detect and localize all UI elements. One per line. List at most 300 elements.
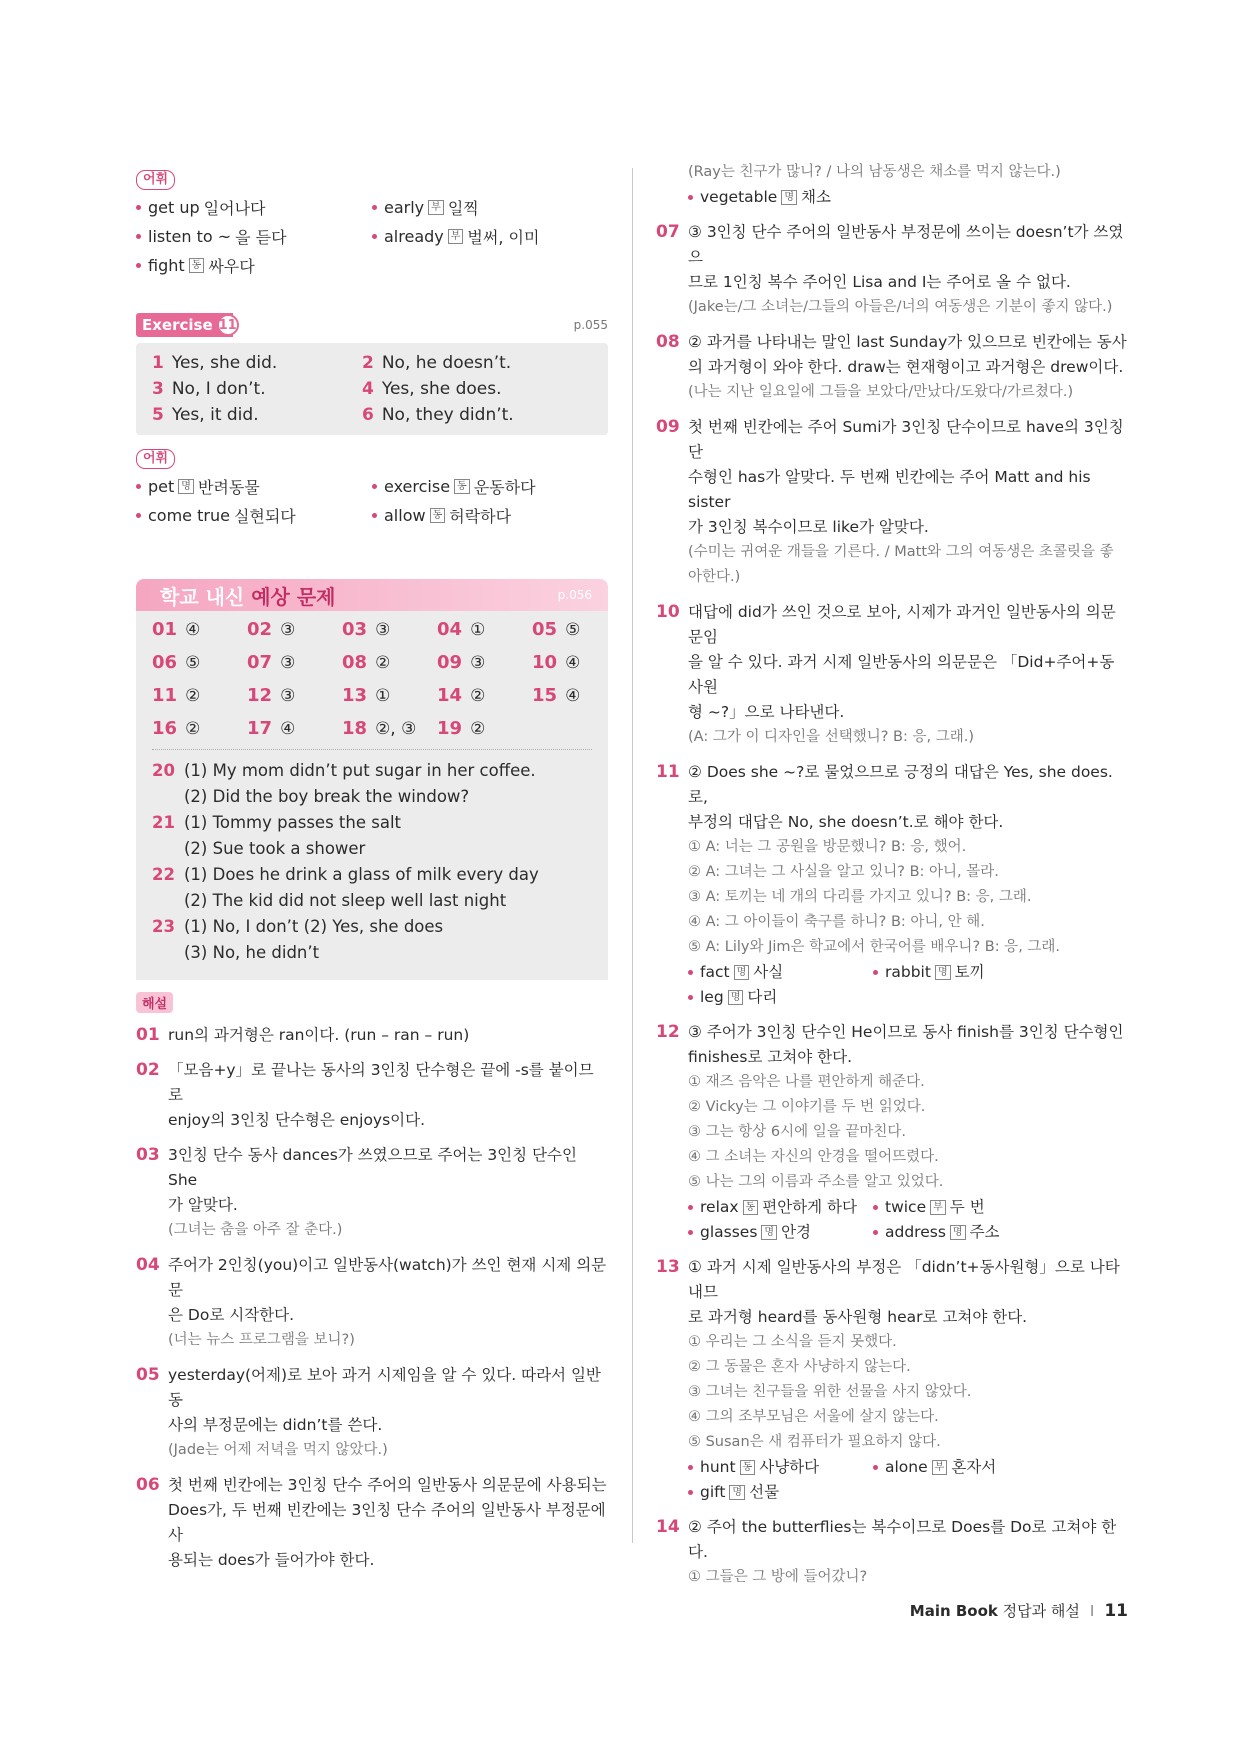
- solution-body: [688, 220, 1128, 320]
- vocab-word: leg: [700, 988, 724, 1006]
- translation: ② A: 그녀는 그 사실을 알고 있니? B: 아니, 몰라.: [688, 864, 999, 880]
- answer-item: [437, 685, 532, 706]
- answer-text: No, he doesn’t.: [381, 353, 512, 373]
- answer-number: 15: [532, 685, 558, 706]
- vocab-meaning: 혼자서: [951, 1458, 997, 1476]
- vocab-meaning: 일찍: [447, 199, 479, 218]
- vocab-item: [688, 1220, 873, 1245]
- solution-body: [168, 1058, 608, 1133]
- bullet: [873, 1205, 878, 1210]
- page-number: 11: [1104, 1600, 1128, 1621]
- solution-body: [688, 1515, 1128, 1590]
- answer-number: 08: [342, 652, 368, 673]
- answer-text: Yes, it did.: [171, 405, 259, 425]
- translation: ② 그 동물은 혼자 사냥하지 않는다.: [688, 1359, 911, 1375]
- solution-item: [656, 1020, 1128, 1245]
- answer-text: (2) The kid did not sleep well last night: [184, 891, 507, 910]
- answer-text: Yes, she does.: [381, 379, 502, 399]
- solution-text: 부정의 대답은 No, she doesn’t.로 해야 한다.: [688, 813, 1004, 831]
- solution-body: [168, 1253, 608, 1353]
- long-answer-row: [152, 940, 592, 966]
- answer-text: (2) Did the boy break the window?: [184, 787, 470, 806]
- vocab-meaning: 반려동물: [197, 478, 260, 497]
- vocab-item: [688, 1455, 873, 1480]
- answer-item: [247, 619, 342, 640]
- vocab-word: hunt: [700, 1458, 736, 1476]
- part-of-speech: 명: [729, 1485, 745, 1500]
- page-footer: Main Book 정답과 해설 I 11: [909, 1600, 1128, 1621]
- answer-text: (1) No, I don’t (2) Yes, she does: [184, 917, 444, 936]
- solution-text: ① 과거 시제 일반동사의 부정은 「didn’t+동사원형」으로 나타내므: [688, 1258, 1120, 1301]
- vocab-word: early: [384, 198, 425, 217]
- bullet: [136, 484, 141, 489]
- exercise-answer: [362, 405, 572, 425]
- solution-number: 07: [656, 222, 680, 242]
- answer-item: [342, 652, 437, 673]
- answer-item: [437, 619, 532, 640]
- solution-text: 수형인 has가 알맞다. 두 번째 빈칸에는 주어 Matt and his sister: [688, 468, 1091, 511]
- page-reference: p.055: [573, 318, 608, 332]
- solutions-left: [136, 1023, 608, 1573]
- answer-number: 19: [437, 718, 463, 739]
- solution-body: [168, 1473, 608, 1573]
- answer-number: 3: [152, 379, 164, 399]
- exercise-answer: [152, 379, 362, 399]
- school-test-answers-box: [136, 611, 608, 980]
- solution-item: [656, 415, 1128, 590]
- exercise-label: Exercise: [142, 316, 213, 334]
- exercise-answers: [152, 353, 592, 425]
- answer-item: [247, 685, 342, 706]
- translation: ① 그들은 그 방에 들어갔니?: [688, 1569, 868, 1585]
- vocab-meaning: 안경: [781, 1223, 812, 1241]
- vocab-word: allow: [384, 506, 426, 525]
- answer-item: [152, 619, 247, 640]
- part-of-speech: 명: [950, 1225, 966, 1240]
- bullet: [372, 205, 377, 210]
- vocab-list: [688, 1195, 1128, 1245]
- answer-number: [152, 836, 184, 862]
- answer-number: [152, 940, 184, 966]
- vocab-item: [688, 985, 873, 1010]
- translation: ④ 그의 조부모님은 서울에 살지 않는다.: [688, 1409, 939, 1425]
- column-divider: [632, 168, 633, 1543]
- answer-item: [437, 718, 532, 739]
- part-of-speech: 명: [728, 990, 744, 1005]
- answer-number: 4: [362, 379, 374, 399]
- solution-text: 형 ~?」으로 나타낸다.: [688, 703, 845, 721]
- answer-number: 10: [532, 652, 558, 673]
- vocab-meaning: 토끼: [954, 963, 985, 981]
- solution-body: [168, 1363, 608, 1463]
- answer-number: 01: [152, 619, 178, 640]
- solution-number: 13: [656, 1257, 680, 1277]
- bullet: [873, 1465, 878, 1470]
- bullet: [688, 970, 693, 975]
- part-of-speech: 명: [935, 965, 951, 980]
- solution-text: 첫 번째 빈칸에는 주어 Sumi가 3인칭 단수이므로 have의 3인칭 단: [688, 418, 1124, 461]
- vocab-item: [688, 960, 873, 985]
- exercise-number: 11: [217, 314, 239, 336]
- vocab-meaning: 벌써, 이미: [467, 228, 540, 247]
- answer-number: 17: [247, 718, 273, 739]
- answer-choice: ②: [470, 719, 486, 739]
- vocab-meaning: 싸우다: [208, 257, 255, 276]
- solution-number: 01: [136, 1025, 160, 1045]
- long-answer-row: [152, 784, 592, 810]
- answer-number: [152, 888, 184, 914]
- answer-item: [532, 685, 627, 706]
- vocab-item: [136, 475, 372, 498]
- vocab-meaning: 일어나다: [203, 199, 266, 218]
- answer-item: [437, 652, 532, 673]
- translation: 아한다.): [688, 569, 741, 585]
- answer-choice: ④: [280, 719, 296, 739]
- answer-choice: ④: [185, 620, 201, 640]
- solution-text: ③ 주어가 3인칭 단수인 He이므로 동사 finish를 3인칭 단수형인: [688, 1023, 1124, 1041]
- answer-item: [342, 685, 437, 706]
- vocab-list: [136, 196, 608, 277]
- answer-number: 04: [437, 619, 463, 640]
- solution-text: ② Does she ~?로 물었으므로 긍정의 대답은 Yes, she does.로,: [688, 763, 1113, 806]
- answer-choice: ①: [470, 620, 486, 640]
- solution-text: ③ 3인칭 단수 주어의 일반동사 부정문에 쓰이는 doesn’t가 쓰였으: [688, 223, 1124, 266]
- solution-number: 12: [656, 1022, 680, 1042]
- answer-choice: ②, ③: [375, 719, 417, 739]
- translation: ② Vicky는 그 이야기를 두 번 읽었다.: [688, 1099, 926, 1115]
- solution-item: [136, 1143, 608, 1243]
- solution-item: [656, 1255, 1128, 1505]
- answer-item: [532, 652, 627, 673]
- part-of-speech: 동: [740, 1460, 756, 1475]
- solution-text: 3인칭 단수 동사 dances가 쓰였으므로 주어는 3인칭 단수인 She: [168, 1146, 577, 1189]
- exercise-answer: [362, 353, 572, 373]
- divider: [152, 749, 592, 750]
- translation: ⑤ A: Lily와 Jim은 학교에서 한국어를 배우니? B: 응, 그래.: [688, 939, 1061, 955]
- answer-item: [152, 718, 247, 739]
- exercise-header: [136, 313, 608, 337]
- answer-choice: ③: [375, 620, 391, 640]
- vocab-item: [372, 225, 608, 248]
- answer-number: 09: [437, 652, 463, 673]
- vocab-meaning: 실현되다: [233, 507, 296, 526]
- solution-text: 주어가 2인칭(you)이고 일반동사(watch)가 쓰인 현재 시제 의문문: [168, 1256, 607, 1299]
- exercise-answer: [362, 379, 572, 399]
- answer-number: 03: [342, 619, 368, 640]
- bullet: [136, 234, 141, 239]
- translation: (그녀는 춤을 아주 잘 춘다.): [168, 1222, 343, 1238]
- school-test-header: [136, 579, 608, 611]
- vocab-word: exercise: [384, 477, 451, 496]
- solution-text: 가 3인칭 복수이므로 like가 알맞다.: [688, 518, 929, 536]
- answer-number: 02: [247, 619, 273, 640]
- translation: ① A: 너는 그 공원을 방문했니? B: 응, 했어.: [688, 839, 967, 855]
- vocab-word: alone: [885, 1458, 928, 1476]
- bullet: [873, 1230, 878, 1235]
- answer-choice: ③: [280, 620, 296, 640]
- answer-text: (3) No, he didn’t: [184, 943, 320, 962]
- vocab-tag: 어휘: [136, 170, 175, 190]
- solution-text: 의 과거형이 와야 한다. draw는 현재형이고 과거형은 drew이다.: [688, 358, 1124, 376]
- vocab-word: listen to ~: [148, 227, 232, 246]
- solution-item: [136, 1058, 608, 1133]
- answer-item: [247, 652, 342, 673]
- bullet: [372, 234, 377, 239]
- answer-choice: ①: [375, 686, 391, 706]
- vocab-meaning: 다리: [747, 988, 778, 1006]
- part-of-speech: 명: [734, 965, 750, 980]
- bullet: [372, 513, 377, 518]
- solution-text: 가 알맞다.: [168, 1196, 238, 1214]
- answer-choice: ②: [470, 686, 486, 706]
- solution-number: 05: [136, 1365, 160, 1385]
- answer-number: 20: [152, 761, 175, 780]
- bullet: [688, 1230, 693, 1235]
- solution-body: [688, 1255, 1128, 1505]
- vocab-meaning: 사실: [753, 963, 784, 981]
- solution-item: [656, 760, 1128, 1010]
- long-answer-row: [152, 810, 592, 836]
- bullet: [372, 484, 377, 489]
- answer-item: [152, 652, 247, 673]
- bullet: [688, 1490, 693, 1495]
- solution-text: 므로 1인칭 복수 주어인 Lisa and I는 주어로 올 수 없다.: [688, 273, 1071, 291]
- solution-body: [168, 1143, 608, 1243]
- bullet: [873, 970, 878, 975]
- solution-number: 04: [136, 1255, 160, 1275]
- answer-number: 12: [247, 685, 273, 706]
- solution-text: 로 과거형 heard를 동사원형 hear로 고쳐야 한다.: [688, 1308, 1028, 1326]
- bullet: [688, 1465, 693, 1470]
- long-answer-row: [152, 914, 592, 940]
- solution-item: [136, 1363, 608, 1463]
- solution-number: 03: [136, 1145, 160, 1165]
- solution-text: 「모음+y」로 끝나는 동사의 3인칭 단수형은 끝에 -s를 붙이므로: [168, 1061, 594, 1104]
- solution-number: 02: [136, 1060, 160, 1080]
- translation: ① 우리는 그 소식을 듣지 못했다.: [688, 1334, 897, 1350]
- solution-text: run의 과거형은 ran이다. (run – ran – run): [168, 1026, 470, 1044]
- bullet: [688, 1205, 693, 1210]
- part-of-speech: 부: [448, 229, 464, 244]
- long-answer-row: [152, 888, 592, 914]
- answer-number: 16: [152, 718, 178, 739]
- answer-number: 21: [152, 813, 175, 832]
- part-of-speech: 부: [932, 1460, 948, 1475]
- vocab-item: [372, 196, 608, 219]
- vocab-item: [688, 1195, 873, 1220]
- solutions-right: [656, 220, 1128, 1590]
- answer-choice: ⑤: [185, 653, 201, 673]
- vocab-item: [136, 254, 372, 277]
- solution-tag: 해설: [136, 992, 173, 1013]
- part-of-speech: 동: [430, 508, 446, 523]
- solution-number: 14: [656, 1517, 680, 1537]
- solution-body: [168, 1023, 608, 1048]
- answer-grid: [152, 619, 592, 739]
- solution-text: ② 주어 the butterflies는 복수이므로 Does를 Do로 고쳐야 한다.: [688, 1518, 1117, 1561]
- answer-number: 05: [532, 619, 558, 640]
- solution-text: 을 알 수 있다. 과거 시제 일반동사의 의문문은 「Did+주어+동사원: [688, 653, 1115, 696]
- translation: (Jake는/그 소녀는/그들의 아들은/너의 여동생은 기분이 좋지 않다.): [688, 299, 1113, 315]
- vocab-word: address: [885, 1223, 946, 1241]
- solution-item: [136, 1253, 608, 1353]
- bullet: [688, 995, 693, 1000]
- vocab-word: fact: [700, 963, 730, 981]
- translation: ④ 그 소녀는 자신의 안경을 떨어뜨렸다.: [688, 1149, 939, 1165]
- vocab-meaning: 운동하다: [473, 478, 536, 497]
- vocab-meaning: 선물: [749, 1483, 780, 1501]
- answer-text: (2) Sue took a shower: [184, 839, 366, 858]
- answer-number: [152, 784, 184, 810]
- vocab-word: glasses: [700, 1223, 758, 1241]
- answer-number: 11: [152, 685, 178, 706]
- vocab-item: [372, 504, 608, 527]
- exercise-answer: [152, 405, 362, 425]
- answer-choice: ②: [375, 653, 391, 673]
- vocab-item: [873, 960, 1093, 985]
- solution-text: 대답에 did가 쓰인 것으로 보아, 시제가 과거인 일반동사의 의문문임: [688, 603, 1116, 646]
- part-of-speech: 동: [189, 258, 205, 273]
- answer-choice: ③: [470, 653, 486, 673]
- solution-item: [656, 220, 1128, 320]
- vocab-item: [136, 225, 372, 248]
- solution-number: 10: [656, 602, 680, 622]
- answer-item: [247, 718, 342, 739]
- bullet: [136, 263, 141, 268]
- part-of-speech: 명: [178, 479, 194, 494]
- vocab-word: relax: [700, 1198, 739, 1216]
- answer-item: [152, 685, 247, 706]
- answer-number: 13: [342, 685, 368, 706]
- solution-number: 08: [656, 332, 680, 352]
- solution-text: finishes로 고쳐야 한다.: [688, 1048, 853, 1066]
- answer-text: Yes, she did.: [171, 353, 278, 373]
- answer-number: 6: [362, 405, 374, 425]
- bullet: [136, 513, 141, 518]
- vocab-list: [688, 960, 1128, 1010]
- answer-number: 18: [342, 718, 368, 739]
- vocab-item: vegetable 명 채소: [688, 185, 1128, 210]
- vocab-item: [688, 1480, 873, 1505]
- solution-body: [688, 1020, 1128, 1245]
- answer-number: 07: [247, 652, 273, 673]
- solution-text: 사의 부정문에는 didn’t를 쓴다.: [168, 1416, 383, 1434]
- vocab-item: [873, 1195, 1093, 1220]
- solution-text: 용되는 does가 들어가야 한다.: [168, 1551, 375, 1569]
- translation: (너는 뉴스 프로그램을 보니?): [168, 1332, 355, 1348]
- answer-choice: ②: [185, 719, 201, 739]
- vocab-word: come true: [148, 506, 230, 525]
- vocab-word: pet: [148, 477, 175, 496]
- part-of-speech: 동: [743, 1200, 759, 1215]
- vocab-item: [136, 504, 372, 527]
- answer-choice: ④: [565, 686, 581, 706]
- long-answers: [152, 758, 592, 966]
- school-test-title: 학교 내신 예상 문제: [160, 584, 336, 609]
- vocab-meaning: 주소: [969, 1223, 1000, 1241]
- solution-item: [136, 1473, 608, 1573]
- solution-number: 09: [656, 417, 680, 437]
- solution-text: 첫 번째 빈칸에는 3인칭 단수 주어의 일반동사 의문문에 사용되는: [168, 1476, 607, 1494]
- vocab-word: twice: [885, 1198, 927, 1216]
- translation: ③ A: 토끼는 네 개의 다리를 가지고 있니? B: 응, 그래.: [688, 889, 1032, 905]
- answer-text: No, they didn’t.: [381, 405, 514, 425]
- exercise-badge: [136, 313, 237, 337]
- long-answer-row: [152, 836, 592, 862]
- solution-body: [688, 760, 1128, 1010]
- translation: (Ray는 친구가 많니? / 나의 남동생은 채소를 먹지 않는다.): [688, 164, 1061, 180]
- solution-body: [688, 415, 1128, 590]
- answer-choice: ④: [565, 653, 581, 673]
- vocab-list: [688, 1455, 1128, 1505]
- translation: (수미는 귀여운 개들을 기른다. / Matt와 그의 여동생은 초콜릿을 좋: [688, 544, 1114, 560]
- answer-number: 1: [152, 353, 164, 373]
- translation: ⑤ Susan은 새 컴퓨터가 필요하지 않다.: [688, 1434, 941, 1450]
- answer-text: No, I don’t.: [171, 379, 266, 399]
- page-reference: p.056: [557, 588, 592, 602]
- answer-text: (1) My mom didn’t put sugar in her coffee.: [184, 761, 536, 780]
- translation: ⑤ 나는 그의 이름과 주소를 알고 있었다.: [688, 1174, 944, 1190]
- answer-item: [342, 619, 437, 640]
- solution-item: [656, 330, 1128, 405]
- vocab-word: gift: [700, 1483, 726, 1501]
- vocab-item: [873, 1220, 1093, 1245]
- translation: (Jade는 어제 저녁을 먹지 않았다.): [168, 1442, 388, 1458]
- vocab-item: [372, 475, 608, 498]
- solution-body: [688, 600, 1128, 750]
- part-of-speech: 부: [930, 1200, 946, 1215]
- answer-choice: ③: [280, 686, 296, 706]
- translation: (A: 그가 이 디자인을 선택했니? B: 응, 그래.): [688, 729, 974, 745]
- vocab-item: [873, 1455, 1093, 1480]
- solution-text: ② 과거를 나타내는 말인 last Sunday가 있으므로 빈칸에는 동사: [688, 333, 1127, 351]
- vocab-meaning: 사냥하다: [759, 1458, 820, 1476]
- answer-text: (1) Tommy passes the salt: [184, 813, 401, 832]
- solution-number: 06: [136, 1475, 160, 1495]
- vocab-word: fight: [148, 256, 185, 275]
- vocab-meaning: 을 듣다: [235, 228, 287, 247]
- solution-text: Does가, 두 번째 빈칸에는 3인칭 단수 주어의 일반동사 부정문에 사: [168, 1501, 606, 1544]
- vocab-tag: 어휘: [136, 449, 175, 469]
- translation: (나는 지난 일요일에 그들을 보았다/만났다/도왔다/가르쳤다.): [688, 384, 1074, 400]
- exercise-answers-box: [136, 343, 608, 435]
- vocab-list: [136, 475, 608, 527]
- solution-item: [656, 1515, 1128, 1590]
- left-column: [136, 168, 608, 1573]
- answer-number: 14: [437, 685, 463, 706]
- right-column: [656, 164, 1128, 1590]
- solution-item: [656, 600, 1128, 750]
- part-of-speech: 동: [454, 479, 470, 494]
- answer-item: [342, 718, 437, 739]
- vocab-meaning: 편안하게 하다: [762, 1198, 857, 1216]
- part-of-speech: 부: [428, 200, 444, 215]
- vocab-meaning: 두 번: [949, 1198, 985, 1216]
- answer-number: 06: [152, 652, 178, 673]
- solution-text: 은 Do로 시작한다.: [168, 1306, 295, 1324]
- long-answer-row: [152, 862, 592, 888]
- solution-item: [136, 1023, 608, 1048]
- solution-text: enjoy의 3인칭 단수형은 enjoys이다.: [168, 1111, 426, 1129]
- answer-choice: ②: [185, 686, 201, 706]
- answer-number: 23: [152, 917, 175, 936]
- answer-choice: ⑤: [565, 620, 581, 640]
- vocab-item: [136, 196, 372, 219]
- long-answer-row: [152, 758, 592, 784]
- solution-body: [688, 330, 1128, 405]
- answer-text: (1) Does he drink a glass of milk every day: [184, 865, 539, 884]
- part-of-speech: 명: [761, 1225, 777, 1240]
